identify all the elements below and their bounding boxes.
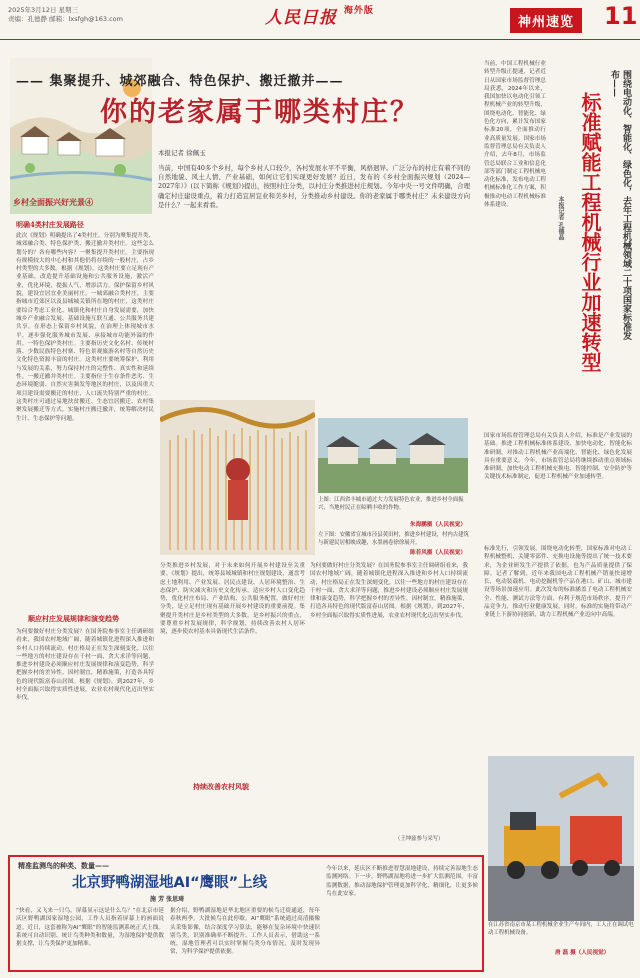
page-number: 11 bbox=[604, 2, 638, 30]
side-story-photo bbox=[488, 756, 634, 921]
newspaper-logo bbox=[265, 3, 374, 28]
main-photo bbox=[160, 400, 315, 555]
box-body-2: 据介绍，野鸭湖湿地是华北地区重要的候鸟迁徙通道，每年春秋两季，大批候鸟在此停歇。AI“鹰眼”系统通过高清摄像头采集影像，结合深度学习算法，能够在复杂环境中快速识别鸟类，识别准确率不断提升。工作人员表示，借助这一系统，湿地管理者可以实时掌握鸟类分布情况，及时发现异常，为科学保护提供依据。 bbox=[170, 908, 320, 956]
photo2-credit: 陈若风摄（人民视觉） bbox=[410, 550, 466, 556]
edition-label: 海外版 bbox=[343, 6, 374, 16]
main-story-byline: 本报记者 徐佩玉 bbox=[158, 149, 206, 157]
main-story-headline: 你的老家属于哪类村庄？ bbox=[100, 97, 419, 128]
section3-body-left: 分类推进乡村发展，对于未来如何开展乡村建设至关重要。《规划》提出，统筹县域城镇和村庄规划建设，通盘考虑土地利用、产业发展、居民点建设、人居环境整治、生态保护、防灾减灾和历史文化传承，适应乡村人口变化趋势，优化村庄布局、产业结构、公共服务配置。做好村庄分类，是立足村庄现有基础开展乡村建设的重要前提。集聚提升类村庄是乡村类型的大多数，是乡村振兴的重点，要尊重乡村发展规律，科学规划，持续改善农村人居环境，逐步使农村基本具备现代生活条件。 bbox=[160, 563, 305, 636]
side-story-col2: 国家市场监督管理总局有关负责人介绍，标准是产业发展的基础。推进工程机械标准体系建设，加快电动化、智能化标准研制，对推动工程机械产业高端化、智能化、绿色化发展具有重要意义。今年，市场监管总局将继续推动重点领域标准研制，加快电动工程机械充换电、智能控制、安全防护等关键技术标准制定，促进工程机械产业加速转型。 bbox=[484, 433, 632, 481]
box-byline: 施 芳 张思琦 bbox=[150, 896, 185, 903]
series-badge: 乡村全面振兴好光景④ bbox=[13, 197, 93, 207]
box-body-3: 今年以来，延庆区不断推进智慧湿地建设，持续完善湿地生态监测网络。下一步，野鸭湖湿地将进一步扩大监测范围，丰富监测数据，推动湿地保护管理更加科学化、精细化，让更多候鸟在此安家。 bbox=[326, 866, 478, 897]
box-kicker: 精准监测鸟的种类、数量—— bbox=[18, 861, 109, 870]
side-story-headline: 标准赋能工程机械行业加速转型 bbox=[578, 92, 602, 372]
side-story-byline: 本报记者 孔德晶 bbox=[557, 196, 564, 241]
construction-machinery-photo bbox=[488, 756, 634, 921]
section-title: 神州速览 bbox=[510, 8, 582, 33]
village-photo bbox=[318, 418, 468, 493]
masthead-meta bbox=[8, 6, 123, 24]
box-body-1: “快看，又飞来一只鸟，屏幕显示这是什么鸟？”在北京市延庆区野鸭湖国家湿地公园，工作人员指着屏幕上的画面说道。近日，这套被称为AI“鹰眼”的智能监测系统正式上线。系统可自动识别、统计鸟类种类和数量，为湿地保护提供数据支撑，让鸟类保护更加精准。 bbox=[16, 908, 164, 948]
boxed-story bbox=[8, 855, 484, 972]
photo2-caption: 左下图：安徽省宣城市泾县黄田村，推进乡村建设，村内古建筑与新建民居相映成趣，水墨画卷徐徐展开。 bbox=[318, 532, 469, 546]
section2-title: 顺应村庄发展规律和演变趋势 bbox=[28, 614, 119, 623]
masthead bbox=[0, 0, 640, 40]
main-story-lead: 当前，中国有40多个乡村，每个乡村人口较少，各村发展水平不平衡，风格迥异。广泛分布的村庄有着不同的自然地貌、风土人情、产业基础，如何让它们实现更好发展？近日，发布的《乡村全面振兴规划（2024—2027年）》(以下简称《规划》)提出，按照村庄分类，以村庄分类推进村庄规划。今年中央一号文件明确，合理确定村庄建设重点，着力打造宜居宜业和美乡村，分类推动乡村建设。你的老家属于哪类村庄？未来建设方向是什么？一起来看看。 bbox=[158, 164, 470, 209]
section2-body: 为何要做好村庄分类发展？在国务院参事室主任调研组看来，我国农村地域广阔，随着城镇化进程深入推进和乡村人口持续流动，村庄格局正在发生深刻变化。以往一些地方的村庄建设存在千村一面、贪大求洋等问题，推进乡村建设必须顺应村庄发展规律和演变趋势，科学把握乡村的差异性，因村制宜，精准施策，打造各具特色的现代版富春山居图。根据《规划》，到2027年，乡村全面振兴取得实质性进展，农业农村现代化迈出坚实步伐。 bbox=[16, 629, 154, 702]
box-headline: 北京野鸭湖湿地AI“鹰眼”上线 bbox=[72, 875, 268, 891]
main-story-kicker: —— 集聚提升、城郊融合、特色保护、搬迁撤并—— bbox=[16, 74, 344, 89]
end-credit: （王坤兹参与采写） bbox=[395, 836, 444, 842]
logo-text: 人民日报 bbox=[265, 8, 337, 28]
editor-info: 责编：孔德静 邮箱：lxsfgh@163.com bbox=[8, 15, 123, 23]
side-photo-caption: 在江苏省南京市某工程机械企业生产车间内，工人正在调试电动工程机械设备。 bbox=[488, 922, 634, 936]
drying-crops-photo bbox=[160, 400, 315, 555]
section3-body-right: 为何要做好村庄分类发展？在国务院参事室主任调研组看来，我国农村地域广阔，随着城镇化进程深入推进和乡村人口持续流动，村庄格局正在发生深刻变化。以往一些地方的村庄建设存在千村一面、贪大求洋等问题，推进乡村建设必须顺应村庄发展规律和演变趋势，科学把握乡村的差异性，因村制宜，精准施策，打造各具特色的现代版富春山居图。根据《规划》，到2027年，乡村全面振兴取得实质性进展，农业农村现代化迈出坚实步伐。 bbox=[310, 563, 468, 619]
side-story-intro: 当前，中国工程机械行业转型升级正提速，记者近日从国家市场监督管理总局获悉，2024年以来，我国加快以电动化引领工程机械产业的转型升级，围绕电动化、智能化、绿色化方向，累计发布国家标准20项，全面推动行业高质量发展。国家市场监督管理总局有关负责人介绍，去年8月，市场监管总局联合工业和信息化部等部门制定工程机械电动化标准，发布电动工程机械标准化工作方案，积极推动电动工程机械标准体系建设。 bbox=[484, 61, 546, 209]
section1-title: 明确4类村庄发展路径 bbox=[16, 220, 84, 229]
village-aerial-photo bbox=[318, 418, 468, 493]
section1-body: 此次《规划》明确提出了4类村庄。分别为聚集提升类、城郊融合类、特色保护类、搬迁撤并类村庄。这些怎么划分的？各有哪些内容？一聚集提升类村庄。主要指现有规模较大的中心村和其他仍将存续的一般村庄，占乡村类型的大多数。根据《规划》，这类村庄要立足现有产业基础，改造提升基础设施和公共服务设施，激活产业，优化环境，提振人气，增添活力，保护保留乡村风貌，建设宜居宜业美丽村庄。一城郊融合类村庄。主要指城市近郊区以及县城城关镇所在地的村庄，这类村庄要综合考虑工业化、城镇化和村庄自身发展需要，加快城乡产业融合发展、基础设施互联互通、公共服务共建共享，在形态上保留乡村风貌，在治理上体现城市水平，逐步强化服务城市发展、承接城市功能外溢的作用。一特色保护类村庄。主要指历史文化名村、传统村落、少数民族特色村寨、特色景观旅游名村等自然历史文化特色资源丰富的村庄。这类村庄要统筹保护、利用与发展的关系，努力保持村庄的完整性、真实性和延续性。一搬迁撤并类村庄。主要指位于生存条件恶劣、生态环境脆弱、自然灾害频发等地区的村庄，以及因重大项目建设需要搬迁的村庄，人口流失特别严重的村庄。这类村庄可通过易地扶贫搬迁、生态宜居搬迁、农村集聚发展搬迁等方式，实施村庄搬迁撤并，统筹解决村民生计、生态保护等问题。 bbox=[16, 233, 154, 422]
side-story-col3: 标准先行，引领发展。围绕电动化转型，国家标准对电动工程机械整机、关键零部件、充换电设施等提出了统一技术要求，为企业研发生产提供了依据，也为产品质量提供了保障。记者了解到，近年来我国电动工程机械产销量快速增长，电动装载机、电动挖掘机等产品在港口、矿山、城市建设等场景加速应用。此次发布的标准涵盖了电动工程机械安全、性能、测试方法等方面，有利于规范市场秩序，提升产品竞争力，推动行业健康发展。同时，标准的实施将带动产业链上下游协同创新，助力工程机械产业迈向中高端。 bbox=[484, 546, 632, 619]
issue-date: 2025年3月12日 星期三 bbox=[8, 6, 79, 14]
photo-credit: 朱海鹏摄（人民视觉） bbox=[410, 522, 466, 528]
photo-caption: 上图：江西省丰城市通过大力发展特色农业，推进乡村全面振兴，当地村民正在晾晒丰收的作物。 bbox=[318, 497, 464, 511]
side-story-kicker: 围绕电动化、智能化、绿色化，去年工程机械领域二十项国家标准发布—— bbox=[609, 70, 631, 340]
side-photo-credit: 唐 磊 摄（人民视觉） bbox=[555, 950, 610, 956]
section3-title: 持续改善农村风貌 bbox=[193, 782, 249, 791]
